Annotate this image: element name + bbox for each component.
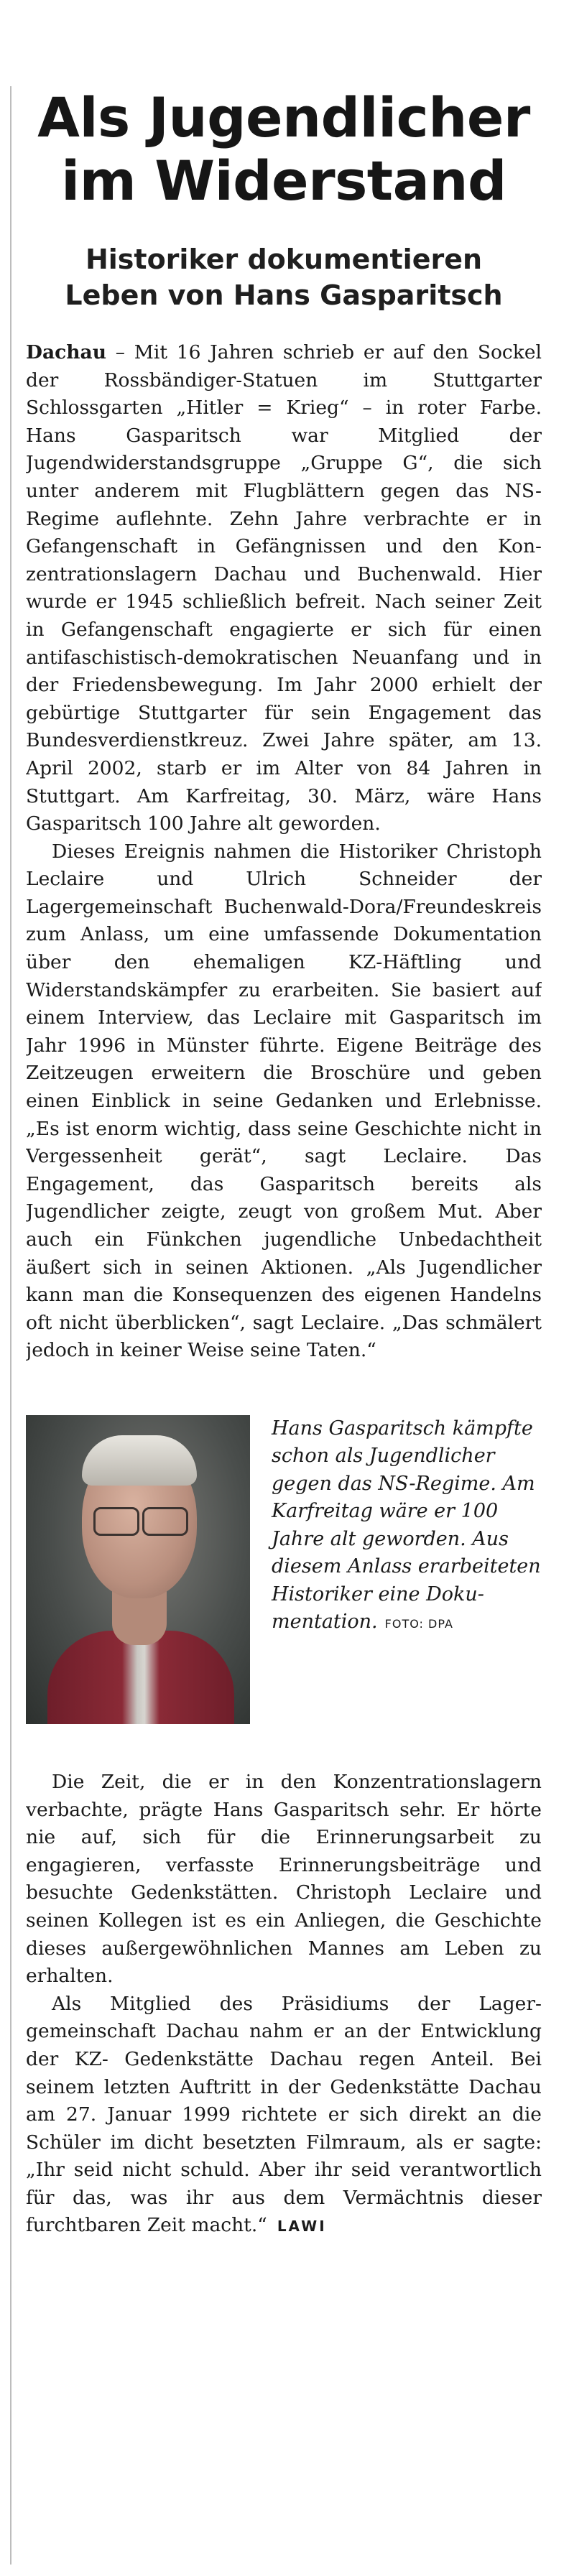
paragraph-4-text: Als Mitglied des Präsidiums der Lagergemeinschaft Dachau nahm er an der Entwicklung der KZ- Gedenkstätte Dachau regen Anteil. Bei seinem letzten Auftritt in der Gedenkstätte Dachau am 27. Januar 1999 richtete er sich direkt an die Schüler im dicht besetzten Filmraum, als er sagte: „Ihr seid nicht schuld. Aber ihr seid verantwortlich für das, was ihr aus dem Vermächtnis dieser furchtbaren Zeit macht.“ bbox=[26, 1992, 542, 2237]
photo-glasses-left bbox=[93, 1507, 139, 1536]
column-rule bbox=[10, 86, 11, 2565]
paragraph-3: Die Zeit, die er in den Konzentrationslagern verbachte, prägte Hans Gasparitsch sehr. Er hörte nie auf, sich für die Erinnerungsarbeit zu engagieren, verfasste Erinnerungsbeiträge und besuchte Gedenkstätten. Christoph Leclaire und seinen Kollegen ist es ein Anliegen, die Geschichte dieses außergewöhnlichen Mannes am Leben zu erhalten. bbox=[26, 1770, 542, 1988]
headline-line-2: im Widerstand bbox=[61, 149, 506, 213]
photo-glasses-right bbox=[142, 1507, 188, 1536]
photo-caption bbox=[250, 1415, 542, 1724]
portrait-photo bbox=[26, 1415, 250, 1724]
newspaper-article bbox=[26, 0, 542, 2576]
dateline: Dachau bbox=[26, 341, 106, 363]
photo-caption-text: Hans Gasparitsch kämpfte schon als Jugendlicher gegen das NS-Regime. Am Karfreitag wäre er 100 Jahre alt geworden. Aus diesem Anlass erarbeiteten Historiker eine Dokumentation. bbox=[272, 1417, 541, 1634]
subheadline bbox=[26, 241, 542, 313]
subheadline-line-2: Leben von Hans Gasparitsch bbox=[65, 279, 503, 311]
paragraph-2: Dieses Ereignis nahmen die Historiker Christoph Leclaire und Ulrich Schneider der Lagergemeinschaft Buchenwald-Dora/Freundeskreis zum Anlass, um eine umfassende Dokumentation über den ehemaligen KZ-Häftling und Widerstandskämpfer zu erarbeiten. Sie basiert auf einem Interview, das Leclaire mit Gasparitsch im Jahr 1996 in Münster führte. Eigene Beiträge des Zeitzeugen erweitern die Broschüre und geben einen Einblick in seine Gedanken und Erlebnisse. „Es ist enorm wichtig, dass seine Geschichte nicht in Vergessenheit gerät“, sagt Leclaire. Das Engagement, das Gasparitsch bereits als Jugendlicher zeigte, zeugt von großem Mut. Aber auch ein Fünkchen jugendliche Unbedachtheit äußert sich in seinen Aktionen. „Als Jugendlicher kann man die Konsequenzen des eigenen Handelns oft nicht überblicken“, sagt Leclaire. „Das schmälert jedoch in keiner Weise seine Taten.“ bbox=[26, 840, 542, 1362]
article-body-part-2 bbox=[26, 1769, 542, 2241]
author-signoff: LAWI bbox=[277, 2218, 327, 2236]
subheadline-line-1: Historiker dokumentieren bbox=[85, 244, 483, 275]
photo-hair bbox=[82, 1435, 197, 1486]
paragraph-1-text: – Mit 16 Jahren schrieb er auf den Sockel der Rossbändiger-Statuen im Stuttgarter Schlossgarten „Hitler = Krieg“ – in roter Farbe. Hans Gasparitsch war Mitglied der Jugendwiderstandsgruppe „Gruppe G“, die sich unter anderem mit Flugblättern gegen das NS-Regime auflehnte. Zehn Jahre verbrachte er in Gefangenschaft in Gefängnissen und den Konzentrationslagern Dachau und Buchenwald. Hier wurde er 1945 schließlich befreit. Nach seiner Zeit in Gefangenschaft engagierte er sich für einen antifaschistisch-demokratischen Neuanfang und in der Friedensbewegung. Im Jahr 2000 erhielt der gebürtige Stuttgarter für sein Engagement das Bundesverdienstkreuz. Zwei Jahre später, am 13. April 2002, starb er im Alter von 84 Jahren in Stuttgart. Am Karfreitag, 30. März, wäre Hans Gasparitsch 100 Jahre alt geworden. bbox=[26, 341, 542, 835]
headline-line-1: Als Jugendlicher bbox=[37, 85, 530, 149]
article-body-part-1 bbox=[26, 339, 542, 1365]
photo-credit: FOTO: DPA bbox=[384, 1617, 453, 1631]
paragraph-1 bbox=[26, 339, 542, 838]
photo-with-caption bbox=[26, 1415, 542, 1724]
headline bbox=[26, 86, 542, 213]
paragraph-4 bbox=[26, 1991, 542, 2241]
